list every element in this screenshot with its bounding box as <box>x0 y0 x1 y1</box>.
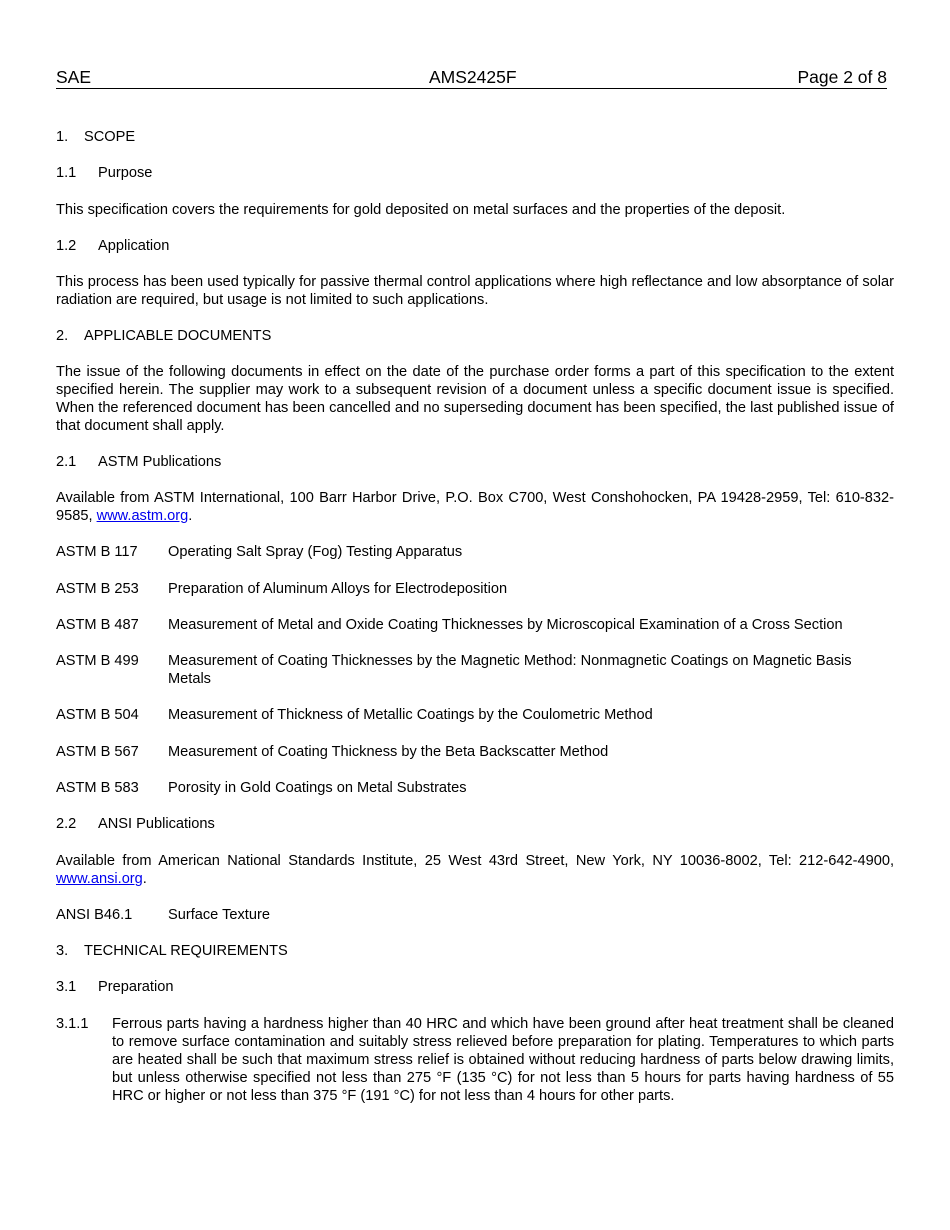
section-title: APPLICABLE DOCUMENTS <box>84 328 272 344</box>
reference-title: Preparation of Aluminum Alloys for Electrodeposition <box>168 581 508 597</box>
section-number: 3.1 <box>56 979 77 995</box>
reference-code: ASTM B 567 <box>56 744 139 760</box>
reference-title: Measurement of Metal and Oxide Coating Thicknesses by Microscopical Examination of a Cross Section <box>168 617 843 633</box>
reference-code: ASTM B 499 <box>56 653 139 669</box>
paragraph-astm-availability <box>56 489 894 525</box>
section-number: 1.1 <box>56 165 77 181</box>
paragraph-purpose: This specification covers the requirements for gold deposited on metal surfaces and the properties of the deposit. <box>56 202 786 218</box>
section-heading-ansi-publications <box>56 815 894 833</box>
section-number: 1.2 <box>56 238 77 254</box>
subparagraph-3-1-1 <box>56 1015 894 1105</box>
reference-item-astm-b253 <box>56 580 894 598</box>
subparagraph-number: 3.1.1 <box>56 1016 89 1032</box>
reference-item-astm-b504 <box>56 706 894 724</box>
reference-title: Measurement of Coating Thicknesses by the Magnetic Method: Nonmagnetic Coatings on Magnetic Basis Metals <box>168 653 852 687</box>
header-page-number: Page 2 of 8 <box>797 67 887 87</box>
section-number: 2.1 <box>56 454 77 470</box>
reference-item-astm-b567 <box>56 743 894 761</box>
reference-item-astm-b487 <box>56 616 894 634</box>
ansi-address-text: Available from American National Standards Institute, 25 West 43rd Street, New York, NY 10036-8002, Tel: 212-642-4900, <box>56 853 894 869</box>
ansi-trailing-period: . <box>142 871 147 887</box>
ansi-website-link[interactable]: www.ansi.org <box>56 871 143 887</box>
section-heading-preparation <box>56 978 894 996</box>
section-title: Purpose <box>98 165 153 181</box>
reference-item-astm-b117 <box>56 543 894 561</box>
paragraph-application: This process has been used typically for passive thermal control applications where high reflectance and low absorptance of solar radiation are required, but usage is not limited to such applications. <box>56 274 894 308</box>
reference-title: Operating Salt Spray (Fog) Testing Apparatus <box>168 544 463 560</box>
paragraph-applicable-documents: The issue of the following documents in effect on the date of the purchase order forms a part of this specification to the extent specified herein. The supplier may work to a subsequent revision of a document unless a specific document issue is specified. When the referenced document has been cancelled and no superseding document has been specified, the last published issue of that document shall apply. <box>56 364 894 434</box>
reference-item-astm-b499 <box>56 652 894 688</box>
reference-title: Measurement of Thickness of Metallic Coatings by the Coulometric Method <box>168 707 653 723</box>
astm-address-text: Available from ASTM International, 100 Barr Harbor Drive, P.O. Box C700, West Conshohocken, PA 19428-2959, Tel: 610-832-9585, <box>56 490 894 524</box>
astm-website-link[interactable]: www.astm.org <box>96 508 189 524</box>
section-heading-astm-publications <box>56 453 894 471</box>
section-title: TECHNICAL REQUIREMENTS <box>84 943 288 959</box>
section-number: 1. <box>56 129 69 145</box>
document-page <box>56 66 894 1104</box>
page-header <box>56 66 887 89</box>
subparagraph-text: Ferrous parts having a hardness higher than 40 HRC and which have been ground after heat treatment shall be cleaned to remove surface contamination and suitably stress relieved before preparation for plating. Temperatures to which parts are heated shall be such that maximum stress relief is obtained without reducing hardness of parts below drawing limits, but unless otherwise specified not less than 275 °F (135 °C) for not less than 5 hours for parts having hardness of 55 HRC or higher or not less than 375 °F (191 °C) for not less than 4 hours for other parts. <box>112 1016 894 1104</box>
section-title: Preparation <box>98 979 174 995</box>
section-number: 3. <box>56 943 69 959</box>
reference-item-astm-b583 <box>56 779 894 797</box>
reference-code: ASTM B 504 <box>56 707 139 723</box>
section-title: Application <box>98 238 170 254</box>
section-title: ASTM Publications <box>98 454 222 470</box>
section-heading-application <box>56 237 894 255</box>
reference-title: Surface Texture <box>168 907 270 923</box>
astm-trailing-period: . <box>188 508 193 524</box>
section-heading-technical-requirements <box>56 942 894 960</box>
section-heading-scope <box>56 128 894 146</box>
paragraph-ansi-availability <box>56 852 894 888</box>
reference-code: ASTM B 117 <box>56 544 138 560</box>
reference-title: Measurement of Coating Thickness by the Beta Backscatter Method <box>168 744 609 760</box>
section-number: 2. <box>56 328 69 344</box>
reference-title: Porosity in Gold Coatings on Metal Substrates <box>168 780 467 796</box>
reference-code: ASTM B 253 <box>56 581 139 597</box>
header-organization: SAE <box>56 67 92 87</box>
section-heading-applicable-documents <box>56 327 894 345</box>
reference-item-ansi-b46-1 <box>56 906 894 924</box>
header-document-number: AMS2425F <box>429 67 517 87</box>
reference-code: ANSI B46.1 <box>56 907 133 923</box>
section-heading-purpose <box>56 164 894 182</box>
reference-code: ASTM B 583 <box>56 780 139 796</box>
section-title: SCOPE <box>84 129 136 145</box>
section-title: ANSI Publications <box>98 816 215 832</box>
section-number: 2.2 <box>56 816 77 832</box>
reference-code: ASTM B 487 <box>56 617 139 633</box>
